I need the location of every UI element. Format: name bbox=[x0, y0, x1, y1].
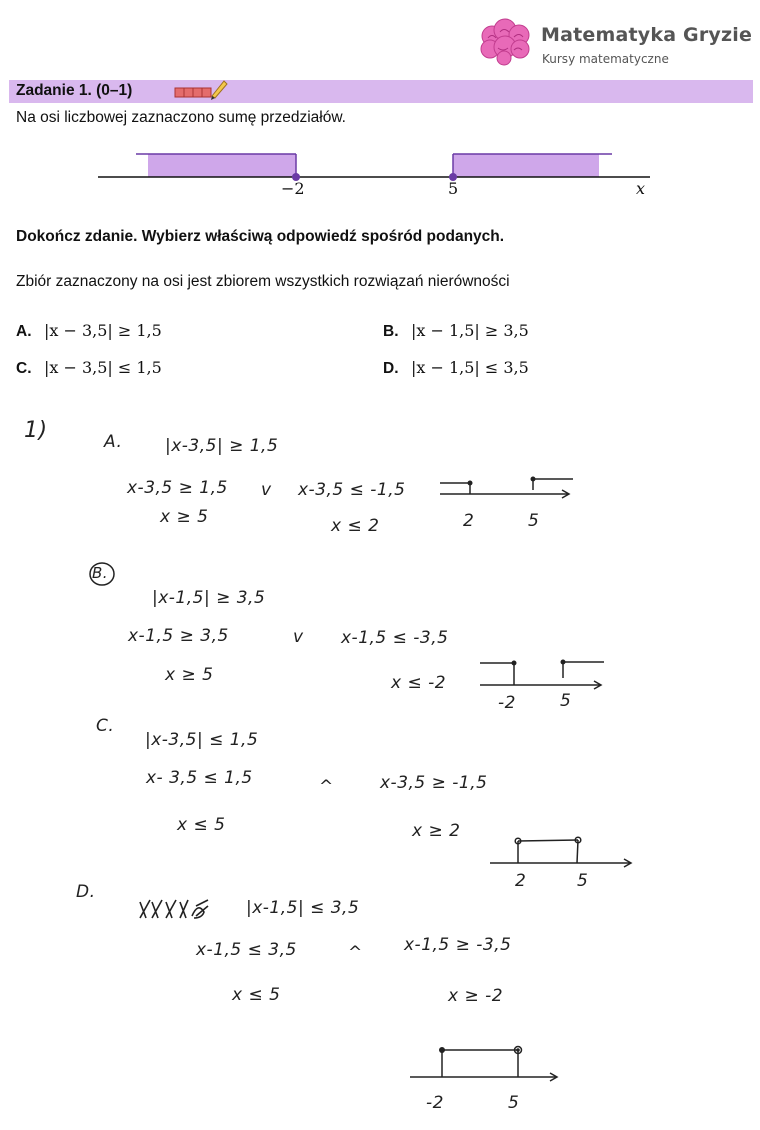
brain-icon bbox=[478, 18, 534, 70]
note-b-line1: |x-1,5| ≥ 3,5 bbox=[152, 588, 266, 608]
axis-label-x: x bbox=[636, 179, 646, 198]
option-c[interactable] bbox=[16, 358, 162, 378]
note-c-op: ^ bbox=[319, 777, 334, 797]
note-b-right2: x ≤ -2 bbox=[391, 673, 447, 693]
option-b[interactable] bbox=[383, 321, 529, 341]
note-a-axis-left: 2 bbox=[463, 511, 475, 531]
note-c-left2: x ≤ 5 bbox=[177, 815, 226, 835]
note-b-right1: x-1,5 ≤ -3,5 bbox=[341, 628, 449, 648]
note-d-line1: |x-1,5| ≤ 3,5 bbox=[246, 898, 360, 918]
note-c-right2: x ≥ 2 bbox=[412, 821, 461, 841]
note-d-op: ^ bbox=[348, 943, 363, 963]
note-c-label: C. bbox=[96, 716, 115, 736]
note-d-axis bbox=[408, 1043, 564, 1085]
option-letter: B. bbox=[383, 323, 399, 340]
note-b-axis-left: -2 bbox=[498, 693, 516, 713]
option-letter: D. bbox=[383, 360, 399, 377]
task-title: Zadanie 1. (0–1) bbox=[16, 82, 133, 99]
note-d-left1: x-1,5 ≤ 3,5 bbox=[196, 940, 297, 960]
note-d-label: D. bbox=[76, 882, 96, 902]
note-b-axis bbox=[478, 658, 608, 692]
note-a-label: A. bbox=[104, 432, 123, 452]
task-instruction: Dokończ zdanie. Wybierz właściwą odpowiedź spośród podanych. bbox=[16, 228, 505, 245]
note-c-right1: x-3,5 ≥ -1,5 bbox=[380, 773, 488, 793]
option-d[interactable] bbox=[383, 358, 529, 378]
note-b-axis-right: 5 bbox=[560, 691, 572, 711]
option-expression: |x − 3,5| ≥ 1,5 bbox=[43, 321, 162, 340]
note-c-axis-right: 5 bbox=[577, 871, 589, 891]
note-a-right1: x-3,5 ≤ -1,5 bbox=[298, 480, 406, 500]
interval-right bbox=[453, 154, 599, 177]
interval-left bbox=[148, 154, 296, 177]
note-a-left2: x ≥ 5 bbox=[160, 507, 209, 527]
scribble-icon bbox=[138, 896, 212, 922]
note-a-axis-right: 5 bbox=[528, 511, 540, 531]
task-statement: Zbiór zaznaczony na osi jest zbiorem wszystkich rozwiązań nierówności bbox=[16, 273, 510, 290]
note-a-op: v bbox=[261, 480, 272, 500]
note-d-axis-left: -2 bbox=[426, 1093, 444, 1113]
option-letter: C. bbox=[16, 360, 32, 377]
note-d-right1: x-1,5 ≥ -3,5 bbox=[404, 935, 512, 955]
number-line bbox=[90, 146, 660, 202]
note-d-right2: x ≥ -2 bbox=[448, 986, 504, 1006]
note-a-axis bbox=[438, 474, 578, 506]
option-letter: A. bbox=[16, 323, 32, 340]
note-a-right2: x ≤ 2 bbox=[331, 516, 380, 536]
brand-title: Matematyka Gryzie bbox=[541, 24, 753, 46]
option-expression: |x − 3,5| ≤ 1,5 bbox=[43, 358, 162, 377]
notes-number: 1) bbox=[24, 418, 48, 443]
note-b-left2: x ≥ 5 bbox=[165, 665, 214, 685]
note-b-label: B. bbox=[92, 564, 109, 582]
note-a-line1: |x-3,5| ≥ 1,5 bbox=[165, 436, 279, 456]
axis-label-left: −2 bbox=[281, 179, 305, 198]
note-c-axis bbox=[488, 834, 638, 870]
option-a[interactable] bbox=[16, 321, 162, 341]
brand-logo bbox=[478, 18, 534, 70]
task-intro: Na osi liczbowej zaznaczono sumę przedziałów. bbox=[16, 109, 346, 126]
brand-subtitle: Kursy matematyczne bbox=[542, 52, 669, 66]
option-expression: |x − 1,5| ≤ 3,5 bbox=[410, 358, 529, 377]
axis-label-right: 5 bbox=[448, 179, 459, 198]
note-d-left2: x ≤ 5 bbox=[232, 985, 281, 1005]
note-b-op: v bbox=[293, 627, 304, 647]
note-a-left1: x-3,5 ≥ 1,5 bbox=[127, 478, 228, 498]
option-expression: |x − 1,5| ≥ 3,5 bbox=[410, 321, 529, 340]
note-c-line1: |x-3,5| ≤ 1,5 bbox=[145, 730, 259, 750]
note-c-axis-left: 2 bbox=[515, 871, 527, 891]
note-d-axis-right: 5 bbox=[508, 1093, 520, 1113]
note-b-left1: x-1,5 ≥ 3,5 bbox=[128, 626, 229, 646]
pencil-icon bbox=[174, 78, 230, 107]
note-c-left1: x- 3,5 ≤ 1,5 bbox=[146, 768, 253, 788]
